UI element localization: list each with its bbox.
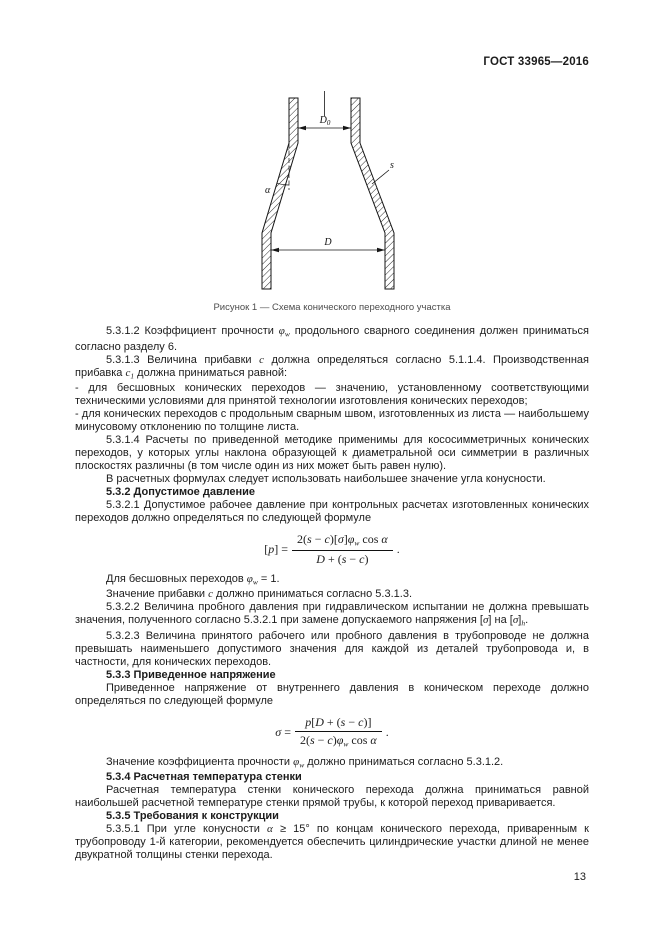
- figure-1: [75, 90, 589, 295]
- arrowhead-left-icon: [298, 126, 306, 130]
- text-run: [: [264, 541, 269, 556]
- text-run: Приведенное напряжение от внутреннего давления в коническом переходе должно определяться по следующей формуле: [75, 681, 589, 707]
- math-symbol: φ: [336, 733, 344, 748]
- text-run: 5.3.1.3 Величина прибавки: [106, 353, 260, 366]
- formula-fraction: [292, 533, 393, 566]
- paragraph: [75, 682, 589, 708]
- text-run: должна определяться согласно 5.1.1.4. Производственная прибавка: [75, 353, 589, 379]
- math-symbol: D: [316, 551, 325, 566]
- text-run: 5.3.2.2 Величина пробного давления при гидравлическом испытании не должна превышать значения, полученного согласно 5.3.2.1 при замене допускаемого напряжения [: [75, 601, 589, 627]
- math-symbol: σ: [337, 532, 344, 546]
- text-run: Расчетная температура стенки конического перехода должна приниматься равной наибольшей расчетной температуре стенки прямой трубы, к которой переход приваривается.: [75, 784, 589, 810]
- arrowhead-left-icon: [271, 248, 279, 252]
- arrowhead-right-icon: [343, 126, 351, 130]
- text-run: 2(: [297, 532, 308, 546]
- text-run: ): [332, 733, 337, 748]
- text-run: −: [314, 733, 328, 748]
- paragraph: [75, 601, 589, 630]
- math-symbol: c: [359, 551, 365, 566]
- text-run: В расчетных формулах следует использовать наибольшее значение угла конусности.: [106, 473, 546, 485]
- math-symbol: α: [267, 823, 273, 836]
- math-symbol: p: [305, 714, 312, 729]
- text-run: должно приниматься согласно 5.3.1.2.: [304, 755, 504, 768]
- doc-number-header: ГОСТ 33965—2016: [483, 56, 589, 68]
- text-run: + (: [324, 551, 342, 566]
- formula: [75, 533, 589, 566]
- text-run: Значение коэффициента прочности: [106, 755, 294, 768]
- section-heading: [75, 669, 589, 682]
- math-symbol: c: [259, 353, 264, 366]
- text-run: Значение прибавки: [106, 588, 209, 601]
- math-symbol: φ: [347, 532, 355, 546]
- text-run: продольного сварного соединения должен приниматься согласно разделу 6.: [75, 325, 589, 353]
- text-run: −: [311, 532, 325, 546]
- formula: [75, 716, 589, 749]
- text-run: ]: [518, 614, 522, 627]
- text-run: ]: [343, 532, 348, 546]
- text-run: ≥ 15° по концам конического перехода, приваренным к трубопроводу 1-й категории, рекомендуется обеспечить цилиндрические участки длиной не менее двукратной толщины стенки перехода.: [75, 823, 589, 862]
- text-run: 5.3.1.2 Коэффициент прочности: [106, 325, 279, 337]
- paragraph: [75, 573, 589, 589]
- math-symbol: σ: [482, 614, 489, 627]
- math-symbol: φ: [293, 755, 300, 768]
- text-run: 5.3.4 Расчетная температура стенки: [106, 771, 302, 784]
- math-symbol: s: [341, 551, 347, 566]
- text-run: 5.3.2.3 Величина принятого рабочего или пробного давления в трубопроводе не должна превышать наименьшего допустимого значения для каждой из деталей трубопровода и, в частности, для конических переходов.: [75, 629, 589, 668]
- fraction-numerator: [292, 533, 393, 551]
- text-run: cos: [359, 532, 382, 546]
- math-symbol: σ: [512, 614, 519, 627]
- paragraph: [75, 588, 589, 601]
- math-symbol: c: [208, 588, 213, 601]
- text-run: + (: [323, 714, 341, 729]
- math-symbol: c: [125, 366, 131, 379]
- text-run: −: [345, 714, 359, 729]
- text-run: −: [346, 551, 360, 566]
- math-symbol: c: [358, 714, 364, 729]
- text-run: 2(: [299, 733, 310, 748]
- math-symbol: s: [340, 714, 346, 729]
- math-subscript: w: [284, 329, 290, 339]
- label-wall-thickness: s: [390, 160, 394, 171]
- text-run: cos: [348, 733, 371, 748]
- text-run: ): [364, 551, 369, 566]
- label-cone-angle: α: [265, 185, 271, 196]
- formula-lhs: [275, 726, 291, 739]
- math-symbol: σ: [275, 724, 282, 739]
- body-content: [75, 325, 589, 862]
- text-run: [: [311, 714, 316, 729]
- text-run: 5.3.2 Допустимое давление: [106, 486, 256, 498]
- text-run: ] на [: [488, 614, 513, 627]
- text-run: 5.3.2.1 Допустимое рабочее давление при контрольных расчетах изготовленных конических переходов должно определяться по следующей формуле: [75, 499, 589, 524]
- formula-suffix: .: [385, 724, 389, 739]
- text-run: .: [525, 614, 529, 627]
- text-run: - для конических переходов с продольным сварным швом, изготовленных из листа — наибольшему минусовому отклонению по толщине листа.: [75, 408, 589, 433]
- math-symbol: s: [307, 532, 312, 546]
- paragraph: [75, 382, 589, 408]
- paragraph: [75, 784, 589, 810]
- formula-suffix: .: [396, 541, 400, 556]
- formula-fraction: [295, 716, 382, 749]
- fraction-denominator: [295, 732, 382, 749]
- math-subscript: w: [354, 538, 360, 548]
- text-run: должна приниматься равной:: [134, 366, 288, 379]
- text-run: )[: [329, 532, 338, 546]
- math-subscript: w: [299, 760, 305, 770]
- section-heading: [75, 486, 589, 499]
- page-number: 13: [573, 871, 586, 883]
- math-symbol: s: [309, 733, 315, 748]
- text-run: 5.3.3 Приведенное напряжение: [106, 668, 276, 681]
- math-symbol: α: [381, 532, 388, 546]
- text-run: 5.3.1.4 Расчеты по приведенной методике применимы для кососимметричных конических переходов, у которых углы наклона образующей к диаметральной оси симметрии в различных плоскостях различны (в том числе один из них может быть равен нулю).: [75, 434, 589, 472]
- formula-lhs: [264, 543, 288, 556]
- math-symbol: φ: [246, 572, 253, 585]
- arrowhead-right-icon: [377, 248, 385, 252]
- section-heading: [75, 771, 589, 784]
- math-symbol: c: [327, 733, 333, 748]
- text-run: 5.3.5 Требования к конструкции: [106, 810, 279, 823]
- label-bottom-diameter: D: [324, 237, 332, 248]
- cone-transition-diagram: [239, 90, 425, 295]
- math-symbol: c: [324, 532, 330, 546]
- section-heading: [75, 810, 589, 823]
- fraction-numerator: [295, 716, 382, 732]
- paragraph: [75, 354, 589, 383]
- fraction-denominator: [292, 551, 393, 566]
- text-run: = 1.: [257, 572, 280, 585]
- paragraph: [75, 756, 589, 772]
- math-subscript: w: [343, 739, 349, 749]
- text-run: ] =: [274, 541, 289, 556]
- paragraph: [75, 823, 589, 862]
- text-run: должно приниматься согласно 5.3.1.3.: [212, 588, 412, 601]
- math-subscript: w: [252, 577, 258, 587]
- label-top-diameter: $D_0$: [319, 115, 331, 127]
- paragraph: [75, 630, 589, 669]
- text-run: )]: [363, 714, 372, 729]
- math-subscript: h: [521, 618, 526, 628]
- text-run: - для бесшовных конических переходов — значению, установленному соответствующими техническими условиями для принятой технологии изготовления конических переходов;: [75, 382, 589, 407]
- math-symbol: α: [370, 733, 377, 748]
- math-symbol: p: [268, 541, 275, 556]
- math-subscript: 1: [130, 371, 135, 380]
- paragraph: [75, 325, 589, 354]
- text-run: 5.3.5.1 При угле конусности: [106, 823, 268, 836]
- paragraph: [75, 499, 589, 525]
- paragraph: [75, 434, 589, 473]
- paragraph: [75, 473, 589, 486]
- math-symbol: D: [315, 714, 324, 729]
- cone-right-wall: [351, 98, 394, 289]
- math-symbol: φ: [278, 325, 285, 337]
- thickness-leader-line: [372, 170, 389, 184]
- text-run: Для бесшовных переходов: [106, 572, 247, 585]
- figure-caption: Рисунок 1 — Схема конического переходного участка: [213, 302, 451, 313]
- text-run: =: [281, 724, 291, 739]
- paragraph: [75, 408, 589, 434]
